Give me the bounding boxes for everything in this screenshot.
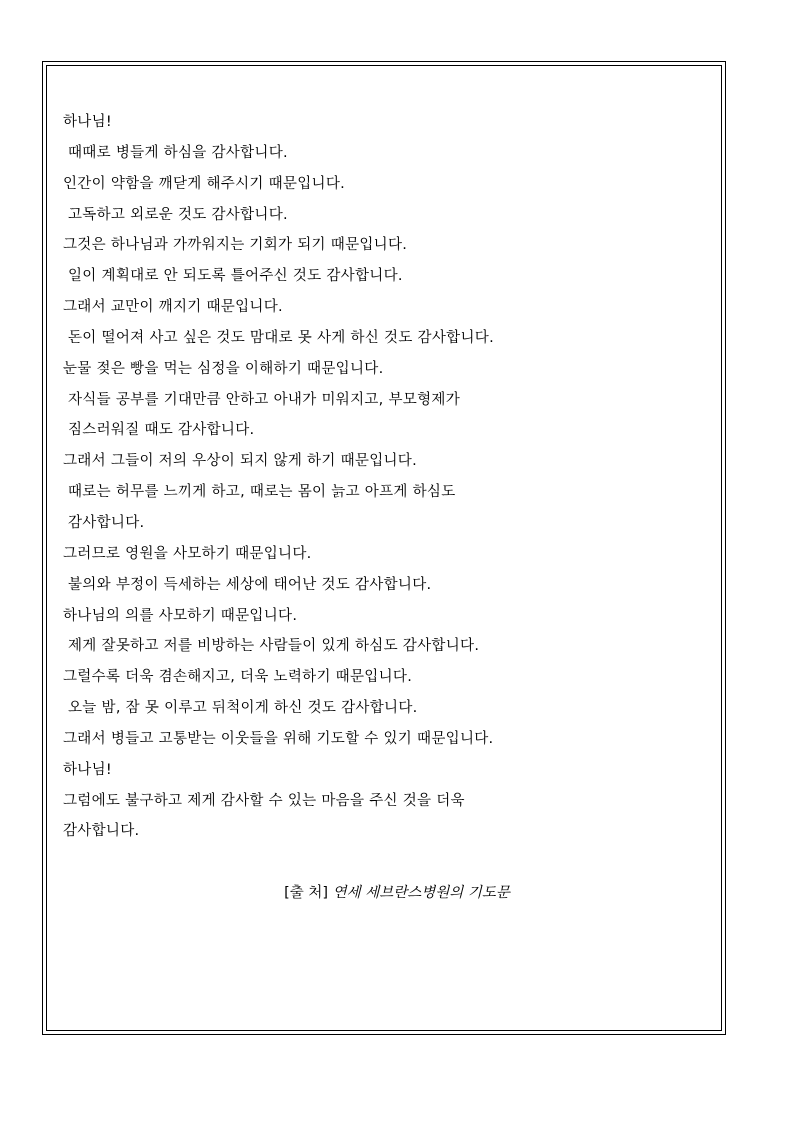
source-citation xyxy=(0,884,794,902)
text-line: 돈이 떨어져 사고 싶은 것도 맘대로 못 사게 하신 것도 감사합니다. xyxy=(68,329,494,346)
text-line: 제게 잘못하고 저를 비방하는 사람들이 있게 하심도 감사합니다. xyxy=(68,638,480,655)
text-line: 감사합니다. xyxy=(68,514,145,531)
text-line: 그것은 하나님과 가까워지는 기회가 되기 때문입니다. xyxy=(63,237,408,254)
source-title: 연세 세브란스병원의 기도문 xyxy=(332,885,510,901)
text-line: 하나님! xyxy=(63,761,113,778)
text-line: 그럼에도 불구하고 제게 감사할 수 있는 마음을 주신 것을 더욱 xyxy=(63,792,465,809)
text-line: 감사합니다. xyxy=(63,823,140,840)
text-line: 때로는 허무를 느끼게 하고, 때로는 몸이 늙고 아프게 하심도 xyxy=(68,484,456,501)
text-line: 불의와 부정이 득세하는 세상에 태어난 것도 감사합니다. xyxy=(68,576,432,593)
text-line: 그래서 병들고 고통받는 이웃들을 위해 기도할 수 있기 때문입니다. xyxy=(63,730,494,747)
text-line: 고독하고 외로운 것도 감사합니다. xyxy=(68,206,288,223)
prayer-text xyxy=(63,113,703,853)
text-line: 짐스러워질 때도 감사합니다. xyxy=(68,422,255,439)
text-line: 인간이 약함을 깨닫게 해주시기 때문입니다. xyxy=(63,175,346,192)
text-line: 하나님의 의를 사모하기 때문입니다. xyxy=(63,607,298,624)
text-line: 자식들 공부를 기대만큼 안하고 아내가 미워지고, 부모형제가 xyxy=(68,391,461,408)
text-line: 오늘 밤, 잠 못 이루고 뒤척이게 하신 것도 감사합니다. xyxy=(68,700,418,717)
source-label: [출 처] xyxy=(284,885,328,901)
text-line: 일이 계획대로 안 되도록 틀어주신 것도 감사합니다. xyxy=(68,268,403,285)
text-line: 하나님! xyxy=(63,114,113,130)
text-line: 그럴수록 더욱 겸손해지고, 더욱 노력하기 때문입니다. xyxy=(63,669,413,686)
text-line: 때때로 병들게 하심을 감사합니다. xyxy=(68,144,288,161)
text-line: 그래서 교만이 깨지기 때문입니다. xyxy=(63,299,283,316)
text-line: 그래서 그들이 저의 우상이 되지 않게 하기 때문입니다. xyxy=(63,453,418,470)
text-line: 눈물 젖은 빵을 먹는 심정을 이해하기 때문입니다. xyxy=(63,360,384,377)
text-line: 그러므로 영원을 사모하기 때문입니다. xyxy=(63,545,312,562)
